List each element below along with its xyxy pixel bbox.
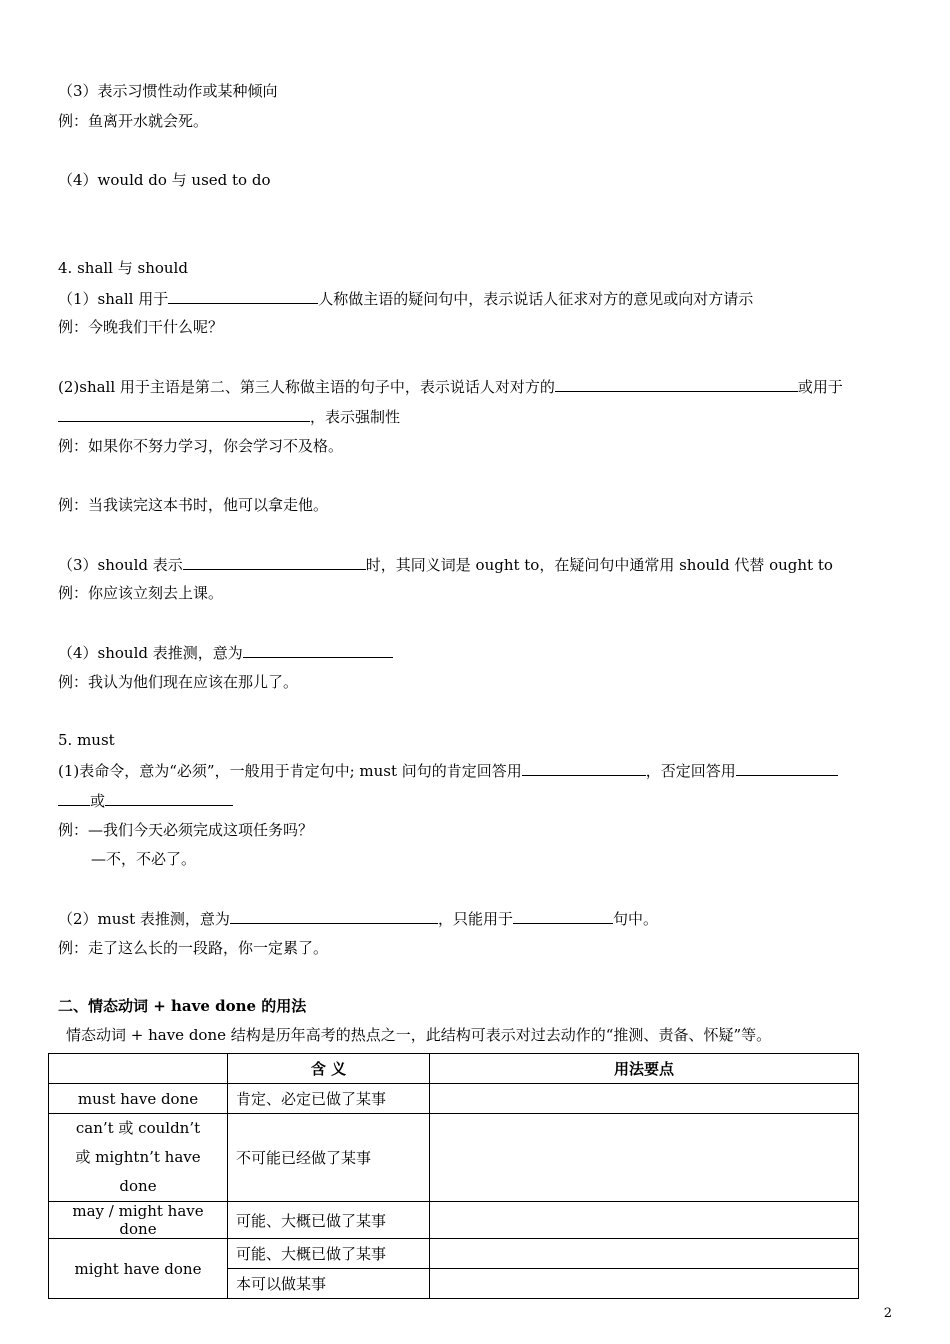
- row-meaning: 肯定、必定已做了某事: [228, 1084, 430, 1114]
- must2-example: 例：走了这么长的一段路，你一定累了。: [58, 939, 329, 957]
- item4-title: （4）would do 与 used to do: [58, 171, 271, 189]
- row-form-line2: 或 mightn’t have done: [75, 1148, 201, 1195]
- should3-example: 例：你应该立刻去上课。: [58, 584, 224, 602]
- should3-text-a: （3）should 表示: [58, 556, 183, 574]
- part2-heading: 二、情态动词 + have done 的用法: [58, 997, 307, 1015]
- should4-text-a: （4）should 表推测，意为: [58, 644, 243, 662]
- item3-title: （3）表示习惯性动作或某种倾向: [58, 82, 278, 100]
- row-form: [49, 1114, 228, 1202]
- must1-text-b: ，否定回答用: [645, 762, 736, 780]
- shall-point2: [58, 376, 843, 397]
- row-form: might have done: [49, 1239, 228, 1299]
- should-point4: [58, 642, 393, 663]
- shall2-example1: 例：如果你不努力学习，你会学习不及格。: [58, 437, 344, 455]
- header-usage: 用法要点: [430, 1054, 859, 1084]
- row-usage[interactable]: [430, 1202, 859, 1239]
- part2-intro: 情态动词 + have done 结构是历年高考的热点之一，此结构可表示对过去动作的“推测、责备、怀疑”等。: [66, 1026, 772, 1044]
- must-point1-cont: [58, 790, 233, 811]
- must-point2: [58, 908, 658, 929]
- should4-example: 例：我认为他们现在应该在那儿了。: [58, 673, 299, 691]
- shall1-text-a: （1）shall 用于: [58, 290, 169, 308]
- must2-text-b: ，只能用于: [437, 910, 513, 928]
- item3-example: 例：鱼离开水就会死。: [58, 112, 209, 130]
- table-row: [49, 1084, 859, 1114]
- row-meaning: 可能、大概已做了某事: [228, 1239, 430, 1269]
- shall1-blank[interactable]: [168, 288, 318, 304]
- must-point1: [58, 760, 838, 781]
- must1-blank1[interactable]: [522, 760, 646, 776]
- should4-blank[interactable]: [243, 642, 393, 658]
- shall2-blank2[interactable]: [58, 406, 310, 422]
- row-form: may / might have done: [49, 1202, 228, 1239]
- table-row: [49, 1202, 859, 1239]
- shall-point2-cont: [58, 406, 400, 427]
- row-usage[interactable]: [430, 1084, 859, 1114]
- row-usage[interactable]: [430, 1239, 859, 1269]
- table-header-row: [49, 1054, 859, 1084]
- should3-text-b: 时，其同义词是 ought to，在疑问句中通常用 should 代替 ought to: [365, 556, 833, 574]
- must-heading: 5. must: [58, 731, 115, 749]
- row-form-line1: can’t 或 couldn’t: [75, 1119, 201, 1137]
- must2-blank1[interactable]: [230, 908, 438, 924]
- should3-blank[interactable]: [183, 554, 366, 570]
- table-row: [49, 1239, 859, 1269]
- shall1-example: 例：今晚我们干什么呢？: [58, 318, 224, 336]
- shall2-example2: 例：当我读完这本书时，他可以拿走他。: [58, 496, 329, 514]
- table-row: [49, 1114, 859, 1202]
- header-form: [49, 1054, 228, 1084]
- should-point3: [58, 554, 833, 575]
- row-meaning: 本可以做某事: [228, 1269, 430, 1299]
- must1-example-answer: —不，不必了。: [91, 850, 197, 868]
- must1-text-c: 或: [90, 792, 106, 810]
- row-usage[interactable]: [430, 1269, 859, 1299]
- header-meaning: 含 义: [228, 1054, 430, 1084]
- row-form: must have done: [49, 1084, 228, 1114]
- row-usage[interactable]: [430, 1114, 859, 1202]
- modal-have-done-table: [48, 1053, 859, 1299]
- row-meaning: 可能、大概已做了某事: [228, 1202, 430, 1239]
- shall-point1: [58, 288, 753, 309]
- must1-blank3[interactable]: [58, 790, 90, 806]
- must1-blank4[interactable]: [105, 790, 233, 806]
- shall2-text-a: (2)shall 用于主语是第二、第三人称做主语的句子中，表示说话人对对方的: [58, 378, 555, 396]
- shall2-text-c: ，表示强制性: [310, 408, 401, 426]
- must2-blank2[interactable]: [513, 908, 613, 924]
- shall1-text-b: 人称做主语的疑问句中，表示说话人征求对方的意见或向对方请示: [318, 290, 754, 308]
- must1-blank2[interactable]: [736, 760, 838, 776]
- must2-text-a: （2）must 表推测，意为: [58, 910, 230, 928]
- must1-text-a: (1)表命令，意为“必须”，一般用于肯定句中; must 问句的肯定回答用: [58, 762, 522, 780]
- must1-example-question: 例：—我们今天必须完成这项任务吗？: [58, 821, 314, 839]
- must2-text-c: 句中。: [612, 910, 658, 928]
- shall2-text-b: 或用于: [797, 378, 843, 396]
- page-number: 2: [883, 1306, 892, 1321]
- row-meaning: 不可能已经做了某事: [228, 1114, 430, 1202]
- shall2-blank1[interactable]: [555, 376, 798, 392]
- shall-heading: 4. shall 与 should: [58, 259, 188, 277]
